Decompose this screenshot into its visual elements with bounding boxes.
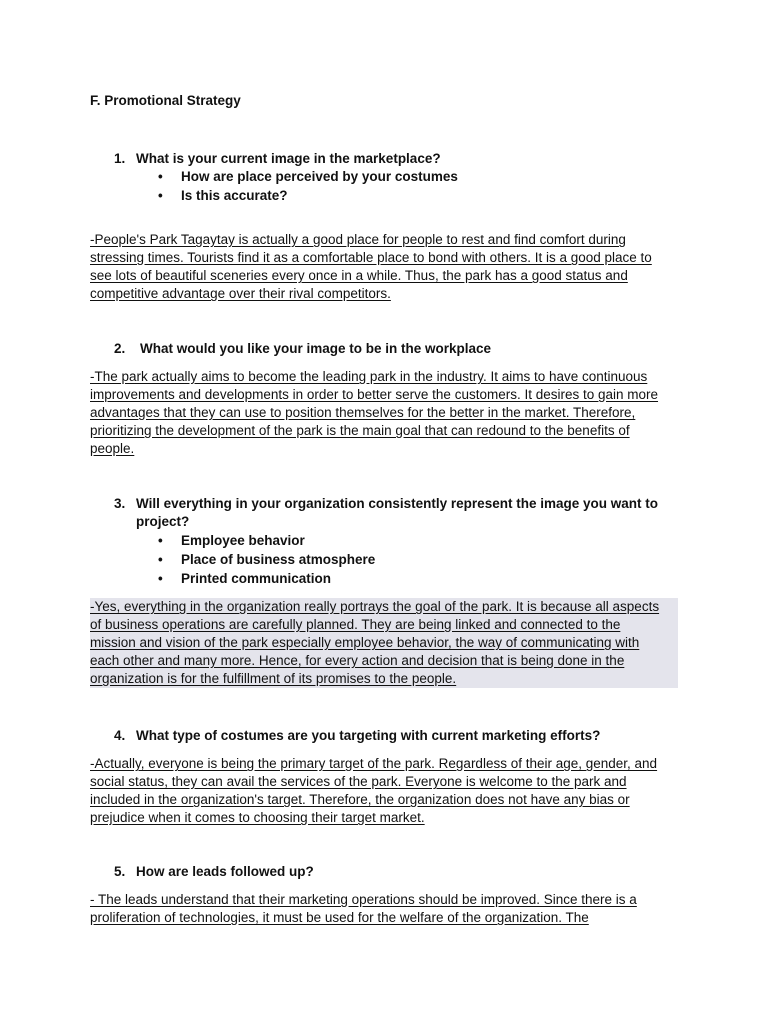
answer-2: [90, 368, 678, 458]
answer-5: [90, 891, 678, 927]
answer-line: -People's Park Tagaytay is actually a good place for people to rest and find comfort during: [90, 232, 626, 247]
question-3-bullets: [158, 531, 375, 588]
answer-line: prejudice when it comes to choosing their target market.: [90, 810, 425, 825]
question-text-line-2: project?: [136, 514, 190, 529]
answer-line: included in the organization's target. Therefore, the organization does not have any bias or: [90, 792, 630, 807]
bullet-item: • Is this accurate?: [158, 186, 458, 205]
question-number: 3.: [114, 496, 126, 511]
question-text: What is your current image in the marketplace?: [136, 151, 441, 166]
answer-line: see lots of beautiful sceneries every once in a while. Thus, the park has a good status and: [90, 268, 628, 283]
answer-line: competitive advantage over their rival competitors.: [90, 286, 391, 301]
question-3: [114, 495, 658, 531]
answer-line: proliferation of technologies, it must be used for the welfare of the organization. The: [90, 910, 589, 925]
question-1: [114, 150, 441, 168]
answer-line: organization is for the fulfillment of its promises to the people.: [90, 670, 678, 688]
question-4: [114, 727, 600, 745]
question-text: How are leads followed up?: [136, 864, 314, 879]
question-number: 1.: [114, 151, 126, 166]
answer-line: social status, they can avail the services of the park. Everyone is welcome to the park and: [90, 774, 627, 789]
question-number: 2.: [114, 341, 126, 356]
question-text: What type of costumes are you targeting with current marketing efforts?: [136, 728, 601, 743]
bullet-item: • How are place perceived by your costumes: [158, 167, 458, 186]
answer-line: - The leads understand that their marketing operations should be improved. Since there is a: [90, 892, 637, 907]
answer-line: -Yes, everything in the organization really portrays the goal of the park. It is because all aspects: [90, 598, 678, 616]
answer-line: each other and many more. Hence, for every action and decision that is being done in the: [90, 652, 678, 670]
bullet-item: • Employee behavior: [158, 531, 375, 550]
answer-line: of business operations are carefully planned. They are being linked and connected to the: [90, 616, 678, 634]
answer-3: [90, 598, 678, 688]
question-number: 5.: [114, 864, 126, 879]
question-text-line-1: Will everything in your organization consistently represent the image you want to: [136, 496, 658, 511]
answer-line: -The park actually aims to become the leading park in the industry. It aims to have continuous: [90, 369, 648, 384]
answer-4: [90, 755, 678, 827]
answer-line: prioritizing the development of the park is the main goal that can redound to the benefits of: [90, 423, 630, 438]
bullet-item: • Printed communication: [158, 569, 375, 588]
answer-line: -Actually, everyone is being the primary target of the park. Regardless of their age, gender, and: [90, 756, 658, 771]
section-title: F. Promotional Strategy: [90, 93, 241, 108]
question-1-bullets: [158, 167, 458, 205]
answer-line: stressing times. Tourists find it as a comfortable place to bond with others. It is a good place to: [90, 250, 652, 265]
answer-line: people.: [90, 441, 135, 456]
answer-line: improvements and developments in order to better serve the customers. It desires to gain more: [90, 387, 659, 402]
bullet-item: • Place of business atmosphere: [158, 550, 375, 569]
question-2: [114, 340, 491, 358]
question-number: 4.: [114, 728, 126, 743]
answer-line: mission and vision of the park especially employee behavior, the way of communicating with: [90, 634, 678, 652]
question-text: What would you like your image to be in the workplace: [140, 341, 492, 356]
answer-1: [90, 231, 678, 303]
answer-line: advantages that they can use to position themselves for the better in the market. Therefore,: [90, 405, 636, 420]
question-5: [114, 863, 314, 881]
